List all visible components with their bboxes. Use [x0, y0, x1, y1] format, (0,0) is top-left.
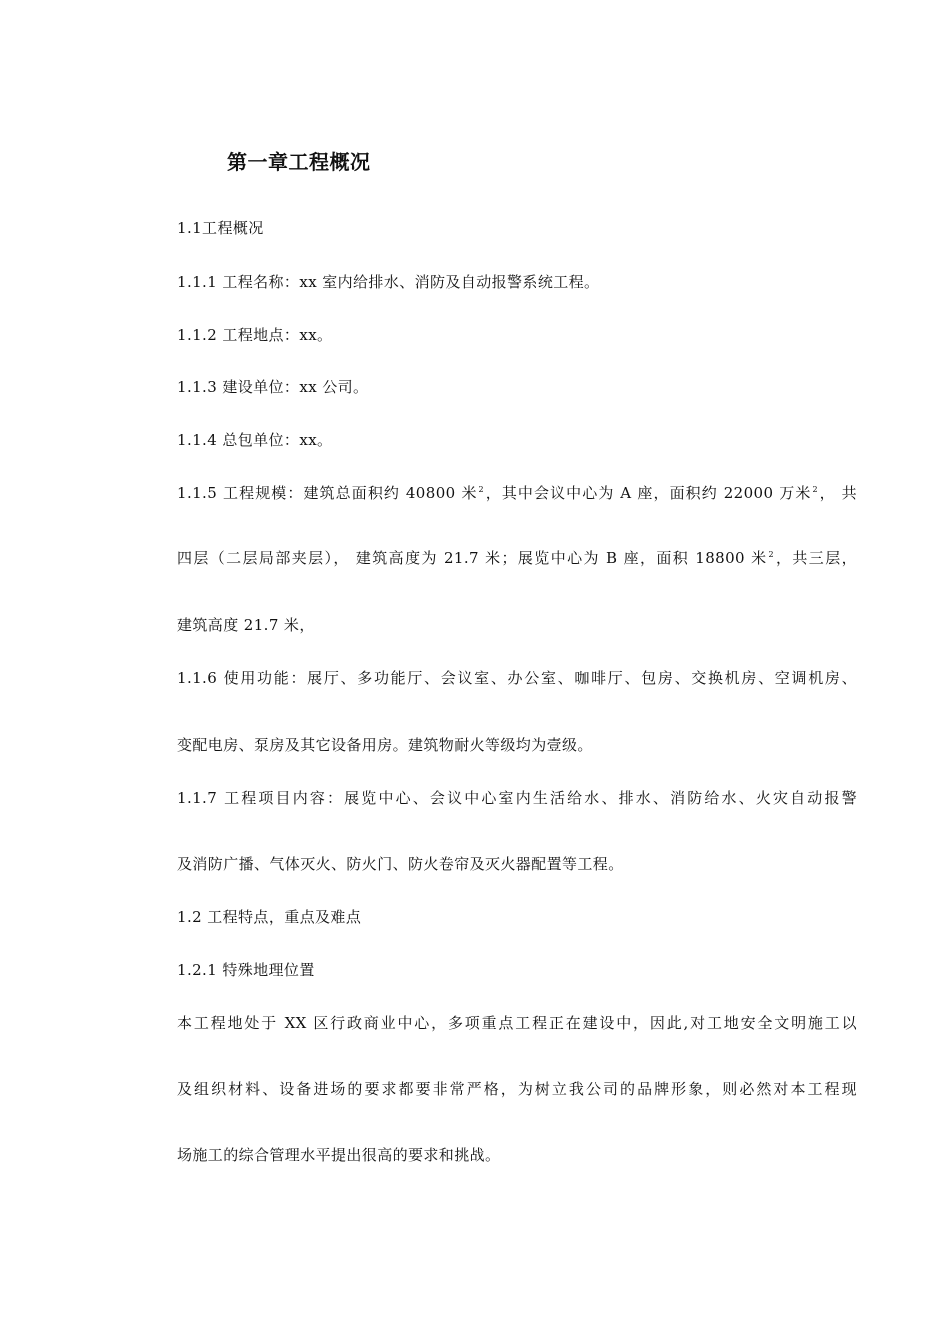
item-1-1-5-line-3: 建筑高度 21.7 米， — [177, 616, 315, 634]
item-1-1-6-line-1: 1.1.6 使用功能：展厅、多功能厅、会议室、办公室、咖啡厅、包房、交换机房、空调机房、 — [177, 669, 857, 687]
item-1-1-5-line-2 — [177, 547, 857, 568]
item-1-1-5-line-1 — [177, 482, 857, 503]
item-1-1-7-line-2: 及消防广播、气体灭火、防火门、防火卷帘及灭火器配置等工程。 — [177, 855, 624, 873]
text-segment: ，共三层， — [775, 549, 857, 567]
paragraph-line-2: 及组织材料、设备进场的要求都要非常严格，为树立我公司的品牌形象，则必然对本工程现 — [177, 1080, 857, 1098]
text-segment: ， 共 — [818, 484, 858, 502]
superscript: 2 — [768, 550, 775, 559]
text-segment: 四层（二层局部夹层）， 建筑高度为 21.7 米；展览中心为 B 座，面积 18800 米 — [177, 549, 768, 567]
item-1-1-2: 1.1.2 工程地点：xx。 — [177, 326, 333, 344]
superscript: 2 — [812, 485, 818, 494]
paragraph-line-3: 场施工的综合管理水平提出很高的要求和挑战。 — [177, 1146, 501, 1164]
section-heading-1-2: 1.2 工程特点，重点及难点 — [177, 908, 362, 926]
text-segment: 1.1.5 工程规模：建筑总面积约 40800 米 — [177, 484, 478, 502]
section-heading-1-1: 1.1工程概况 — [177, 219, 264, 237]
chapter-title: 第一章工程概况 — [227, 150, 371, 174]
item-1-2-1: 1.2.1 特殊地理位置 — [177, 961, 315, 979]
text-segment: ，其中会议中心为 A 座，面积约 22000 万米 — [485, 484, 812, 502]
superscript: 2 — [478, 485, 485, 494]
paragraph-line-1: 本工程地处于 XX 区行政商业中心，多项重点工程正在建设中，因此,对工地安全文明施工以 — [177, 1014, 857, 1032]
item-1-1-3: 1.1.3 建设单位：xx 公司。 — [177, 378, 369, 396]
item-1-1-1: 1.1.1 工程名称：xx 室内给排水、消防及自动报警系统工程。 — [177, 273, 600, 291]
item-1-1-7-line-1: 1.1.7 工程项目内容：展览中心、会议中心室内生活给水、排水、消防给水、火灾自动报警 — [177, 789, 857, 807]
item-1-1-4: 1.1.4 总包单位：xx。 — [177, 431, 333, 449]
item-1-1-6-line-2: 变配电房、泵房及其它设备用房。建筑物耐火等级均为壹级。 — [177, 736, 593, 754]
